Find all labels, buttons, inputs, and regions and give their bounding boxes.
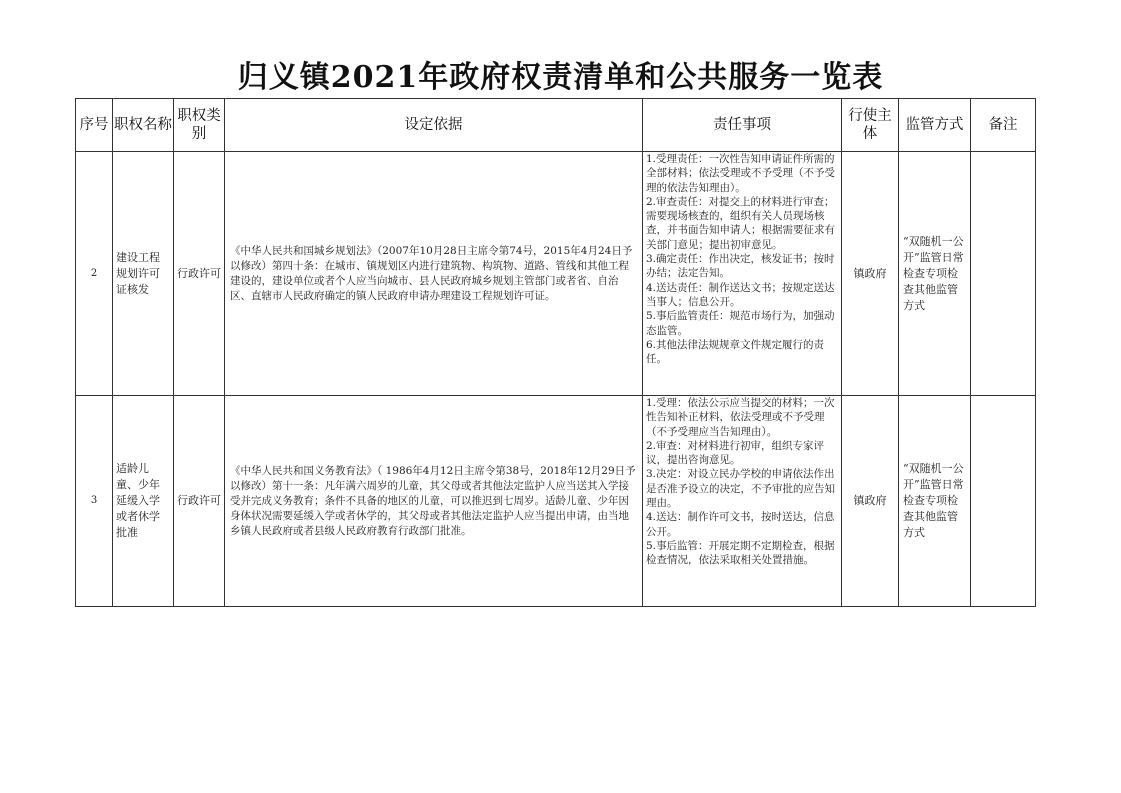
row-name: 建设工程规划许可证核发 xyxy=(113,152,174,396)
row-supervision: “双随机一公开”监管日常检查专项检查其他监管方式 xyxy=(899,396,971,607)
responsibility-item: 4.送达责任：制作送达文书；按规定送达当事人；信息公开。 xyxy=(646,281,835,308)
header-type: 职权类别 xyxy=(174,99,225,152)
responsibility-item: 2.审查责任：对提交上的材料进行审查；需要现场核查的，组织有关人员现场核查，并书面告知申请人；根据需要征求有关部门意见；提出初审意见。 xyxy=(646,195,835,251)
row-remarks xyxy=(971,396,1036,607)
header-name: 职权名称 xyxy=(113,99,174,152)
row-type: 行政许可 xyxy=(174,396,225,607)
page-title: 归义镇2021年政府权责清单和公共服务一览表 xyxy=(237,60,884,95)
row-responsibility xyxy=(643,152,842,396)
header-seq: 序号 xyxy=(76,99,113,152)
table-header-row xyxy=(76,99,1036,152)
responsibility-item: 3.决定：对设立民办学校的申请依法作出是否准予设立的决定，不予审批的应告知理由。 xyxy=(646,468,835,510)
row-body: 镇政府 xyxy=(842,152,899,396)
responsibility-item: 1.受理责任：一次性告知申请证件所需的全部材料；依法受理或不予受理（不予受理的依法告知理由）。 xyxy=(646,153,835,194)
row-supervision: “双随机一公开”监管日常检查专项检查其他监管方式 xyxy=(899,152,971,396)
header-basis: 设定依据 xyxy=(225,99,643,152)
header-body: 行使主体 xyxy=(842,99,899,152)
row-seq: 3 xyxy=(76,396,113,607)
row-type: 行政许可 xyxy=(174,152,225,396)
row-basis: 《中华人民共和国义务教育法》（ 1986年4月12日主席令第38号，2018年12月29日予以修改）第十一条：凡年满六周岁的儿童，其父母或者其他法定监护人应当送其入学接受并完成义务教育；条件不具备的地区的儿童，可以推迟到七周岁。适龄儿童、少年因身体状况需要延缓入学或者休学的，其父母或者其他法定监护人应当提出申请，由当地乡镇人民政府或者县级人民政府教育行政部门批准。 xyxy=(225,396,643,607)
responsibility-item: 5.事后监管：开展定期不定期检查，根据检查情况，依法采取相关处置措施。 xyxy=(646,539,835,567)
table-row xyxy=(76,396,1036,607)
table-row xyxy=(76,152,1036,396)
row-body: 镇政府 xyxy=(842,396,899,607)
row-basis: 《中华人民共和国城乡规划法》（2007年10月28日主席令第74号，2015年4月24日予以修改）第四十条：在城市、镇规划区内进行建筑物、构筑物、道路、管线和其他工程建设的，建设单位或者个人应当向城市、县人民政府城乡规划主管部门或者省、自治区、直辖市人民政府确定的镇人民政府申请办理建设工程规划许可证。 xyxy=(225,152,643,396)
row-responsibility xyxy=(643,396,842,607)
responsibility-item: 4.送达：制作许可文书，按时送达，信息公开。 xyxy=(646,511,835,538)
row-seq: 2 xyxy=(76,152,113,396)
responsibility-item: 3.确定责任：作出决定，核发证书；按时办结；法定告知。 xyxy=(646,253,835,280)
responsibility-item: 6.其他法律法规规章文件规定履行的责任。 xyxy=(646,338,825,366)
header-responsibility: 责任事项 xyxy=(643,99,842,152)
responsibility-item: 5.事后监管责任：规范市场行为，加强动态监管。 xyxy=(646,310,835,337)
header-supervision: 监管方式 xyxy=(899,99,971,152)
header-remarks: 备注 xyxy=(971,99,1036,152)
row-name: 适龄儿童、少年延缓入学或者休学批准 xyxy=(113,396,174,607)
row-remarks xyxy=(971,152,1036,396)
responsibility-table xyxy=(75,98,1036,607)
responsibility-item: 1.受理：依法公示应当提交的材料；一次性告知补正材料，依法受理或不予受理（不予受理应当告知理由）。 xyxy=(646,397,835,438)
responsibility-item: 2.审查：对材料进行初审，组织专家评议，提出咨询意见。 xyxy=(646,439,825,467)
